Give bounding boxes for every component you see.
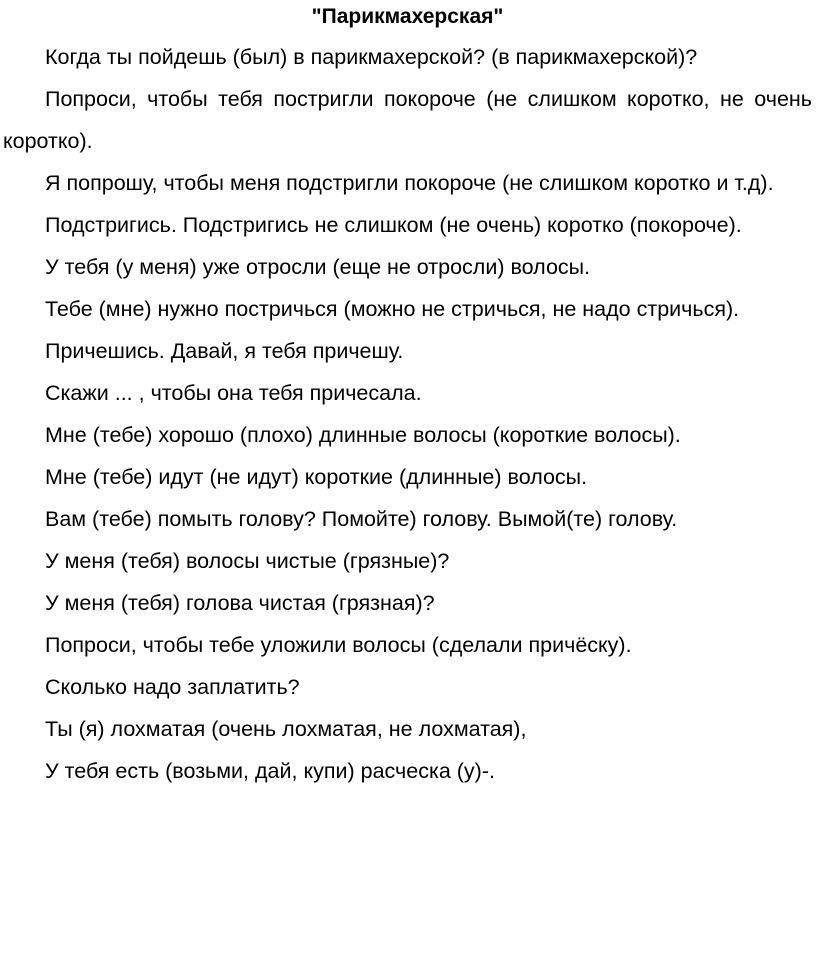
paragraph-13: У меня (тебя) голова чистая (грязная)? — [45, 591, 435, 615]
paragraph-12: У меня (тебя) волосы чистые (грязные)? — [45, 549, 450, 573]
paragraph-9: Мне (тебе) хорошо (плохо) длинные волосы (короткие волосы). — [45, 423, 681, 447]
paragraph-5: У тебя (у меня) уже отросли (еще не отросли) волосы. — [45, 255, 591, 279]
paragraph-4: Подстригись. Подстригись не слишком (не очень) коротко (покороче). — [45, 213, 742, 237]
paragraph-1: Когда ты пойдешь (был) в парикмахерской? (в парикмахерской)? — [45, 45, 698, 69]
paragraph-6: Тебе (мне) нужно постричься (можно не стричься, не надо стричься). — [45, 297, 740, 321]
paragraph-16: Ты (я) лохматая (очень лохматая, не лохматая), — [45, 717, 527, 741]
paragraph-17: У тебя есть (возьми, дай, купи) расческа (у)-. — [45, 759, 495, 783]
document-title: "Парикмахерская" — [311, 5, 504, 28]
paragraph-10: Мне (тебе) идут (не идут) короткие (длинные) волосы. — [45, 465, 588, 489]
paragraph-14: Попроси, чтобы тебе уложили волосы (сделали причёску). — [45, 633, 632, 657]
paragraph-8: Скажи ... , чтобы она тебя причесала. — [45, 381, 422, 405]
paragraph-2: Попроси, чтобы тебя постригли покороче (не слишком коротко, не очень коротко). — [3, 87, 812, 153]
paragraph-11: Вам (тебе) помыть голову? Помойте) голову. Вымой(те) голову. — [45, 507, 678, 531]
paragraph-7: Причешись. Давай, я тебя причешу. — [45, 339, 404, 363]
paragraph-15: Сколько надо заплатить? — [45, 675, 300, 699]
paragraph-3: Я попрошу, чтобы меня подстригли покороче (не слишком коротко и т.д). — [45, 171, 774, 195]
